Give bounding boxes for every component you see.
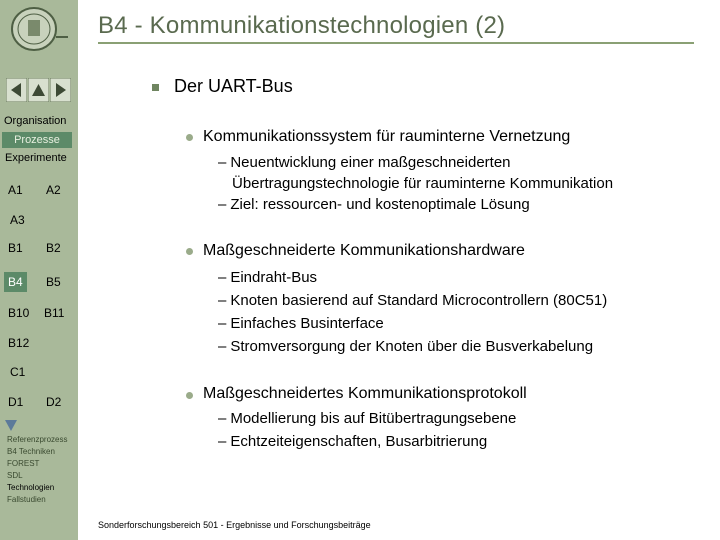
sidebar <box>0 0 78 540</box>
list-item: – Eindraht-Bus <box>218 269 318 286</box>
bullet-dot-icon <box>186 134 193 141</box>
list-item: – Knoten basierend auf Standard Microcontrollern (80C51) <box>218 292 608 309</box>
title-divider <box>98 42 694 44</box>
bullet-dot-icon <box>186 392 193 399</box>
list-item: – Ziel: ressourcen- und kostenoptimale Lösung <box>218 196 530 213</box>
nav-organisation[interactable]: Organisation <box>4 115 67 127</box>
nav-cell-a3[interactable]: A3 <box>10 213 25 227</box>
reference-links <box>7 434 67 506</box>
nav-cell-b10[interactable]: B10 <box>8 306 30 320</box>
section-title: Maßgeschneidertes Kommunikationsprotokoll <box>203 385 527 402</box>
nav-cell-b1[interactable]: B1 <box>8 241 23 255</box>
up-arrow-icon[interactable] <box>28 78 49 102</box>
list-item: – Einfaches Businterface <box>218 315 384 332</box>
ref-link[interactable]: FOREST <box>7 459 40 468</box>
footer: Sonderforschungsbereich 501 - Ergebnisse und Forschungsbeiträge <box>98 520 371 530</box>
bullet-square-icon <box>152 84 159 91</box>
nav-cell-d1[interactable]: D1 <box>8 395 24 409</box>
nav-cell-c1[interactable]: C1 <box>10 365 26 379</box>
university-seal-logo <box>6 4 70 54</box>
list-item: – Modellierung bis auf Bitübertragungsebene <box>218 410 517 427</box>
ref-link[interactable]: Fallstudien <box>7 495 46 504</box>
list-item: – Echtzeiteigenschaften, Busarbitrierung <box>218 433 488 450</box>
section-items <box>218 152 613 215</box>
nav-cell-a2[interactable]: A2 <box>46 183 61 197</box>
nav-experimente[interactable]: Experimente <box>5 152 67 164</box>
nav-cell-b12[interactable]: B12 <box>8 336 30 350</box>
nav-cell-b4[interactable]: B4 <box>4 272 27 292</box>
scroll-down-icon[interactable] <box>5 420 17 432</box>
nav-prozesse[interactable]: Prozesse <box>2 132 72 148</box>
nav-cell-a1[interactable]: A1 <box>8 183 23 197</box>
navigation-arrows <box>6 78 72 102</box>
prev-arrow-icon[interactable] <box>6 78 27 102</box>
ref-link[interactable]: Technologien <box>7 483 55 492</box>
section-title: Maßgeschneiderte Kommunikationshardware <box>203 242 525 259</box>
nav-cell-b5[interactable]: B5 <box>46 275 61 289</box>
section-items <box>218 407 516 453</box>
ref-link[interactable]: SDL <box>7 471 23 480</box>
bullet-dot-icon <box>186 248 193 255</box>
list-item-continuation: Übertragungstechnologie für rauminterne Kommunikation <box>232 175 614 192</box>
page-title: B4 - Kommunikationstechnologien (2) <box>98 12 506 39</box>
content-heading: Der UART-Bus <box>174 76 293 96</box>
section-items <box>218 266 607 358</box>
ref-link[interactable]: Referenzprozess <box>7 435 68 444</box>
nav-cell-d2[interactable]: D2 <box>46 395 62 409</box>
next-arrow-icon[interactable] <box>50 78 71 102</box>
ref-link[interactable]: B4 Techniken <box>7 447 55 456</box>
list-item: – Stromversorgung der Knoten über die Busverkabelung <box>218 338 594 355</box>
nav-cell-b2[interactable]: B2 <box>46 241 61 255</box>
list-item: – Neuentwicklung einer maßgeschneiderten <box>218 154 511 171</box>
nav-cell-b11[interactable]: B11 <box>44 306 65 320</box>
section-title: Kommunikationssystem für rauminterne Vernetzung <box>203 128 571 145</box>
